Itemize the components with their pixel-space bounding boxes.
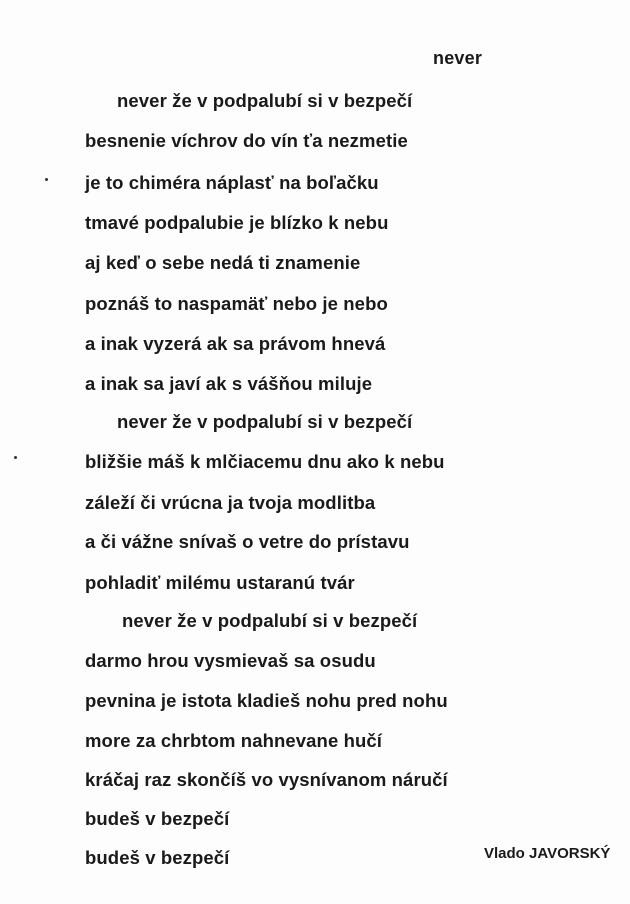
poem-line-9: never že v podpalubí si v bezpečí xyxy=(117,411,413,432)
author-signature: Vlado JAVORSKÝ xyxy=(484,845,611,862)
poem-line-1: never že v podpalubí si v bezpečí xyxy=(117,90,413,111)
poem-line-15: darmo hrou vysmievaš sa osudu xyxy=(85,650,376,671)
poem-line-3: je to chiméra náplasť na boľačku xyxy=(85,172,379,193)
poem-title: never xyxy=(433,48,483,68)
poem-line-5: aj keď o sebe nedá ti znamenie xyxy=(85,252,361,273)
scan-speck xyxy=(45,178,48,181)
poem-line-18: kráčaj raz skončíš vo vysnívanom náručí xyxy=(85,769,448,790)
poem-line-2: besnenie víchrov do vín ťa nezmetie xyxy=(85,130,408,151)
poem-line-20: budeš v bezpečí xyxy=(85,847,230,868)
poem-line-17: more za chrbtom nahnevane hučí xyxy=(85,730,383,751)
poem-line-8: a inak sa javí ak s vášňou miluje xyxy=(85,373,373,394)
poem-line-4: tmavé podpalubie je blízko k nebu xyxy=(85,212,389,233)
poem-line-12: a či vážne snívaš o vetre do prístavu xyxy=(85,531,410,552)
poem-line-11: záleží či vrúcna ja tvoja modlitba xyxy=(85,492,376,513)
poem-line-6: poznáš to naspamäť nebo je nebo xyxy=(85,293,388,314)
poem-line-14: never že v podpalubí si v bezpečí xyxy=(122,610,418,631)
poem-line-7: a inak vyzerá ak sa právom hnevá xyxy=(85,333,386,354)
poem-line-10: bližšie máš k mlčiacemu dnu ako k nebu xyxy=(85,451,445,472)
poem-line-16: pevnina je istota kladieš nohu pred nohu xyxy=(85,690,448,711)
poem-line-19: budeš v bezpečí xyxy=(85,808,230,829)
scan-speck xyxy=(14,456,17,459)
poem-line-13: pohladiť milému ustaranú tvár xyxy=(85,572,355,593)
